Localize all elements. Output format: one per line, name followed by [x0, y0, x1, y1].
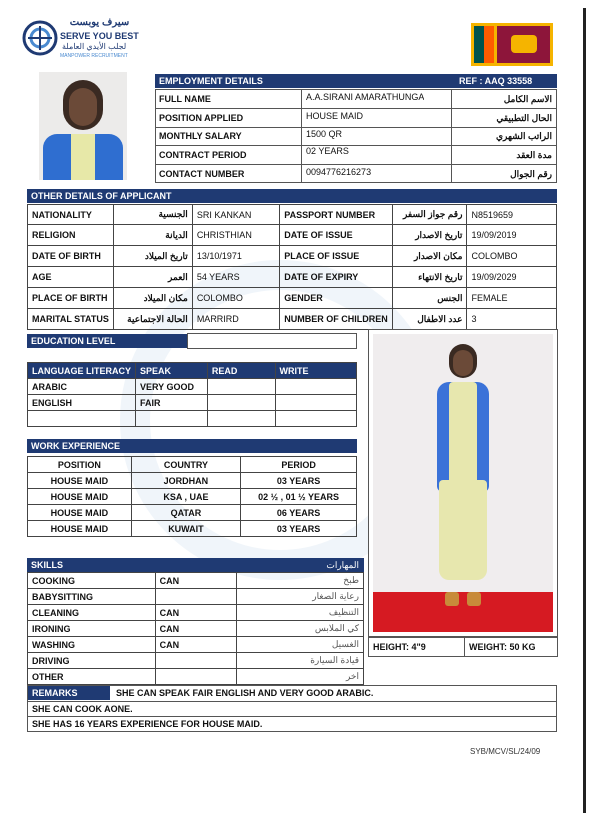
work-country: KSA , UAE [131, 489, 241, 505]
work-country: KUWAIT [131, 521, 241, 537]
table-row [28, 653, 364, 669]
employment-title: EMPLOYMENT DETAILS [155, 74, 455, 88]
ar-religion: الديانة [113, 225, 192, 246]
weight-value: WEIGHT: 50 KG [469, 642, 536, 652]
skill-name: CLEANING [28, 605, 156, 621]
logo-name: SERVE YOU BEST [60, 31, 139, 41]
ar-children: عدد الاطفال [392, 309, 467, 330]
skill-name: BABYSITTING [28, 589, 156, 605]
label-expiry: DATE OF EXPIRY [280, 267, 393, 288]
table-row [28, 395, 357, 411]
label-issue-date: DATE OF ISSUE [280, 225, 393, 246]
remarks-box [27, 685, 557, 732]
lang-english: ENGLISH [28, 395, 136, 411]
value-gender: FEMALE [467, 288, 557, 309]
label-salary: MONTHLY SALARY [159, 131, 242, 141]
label-dob: DATE OF BIRTH [28, 246, 114, 267]
profile-photo [39, 72, 127, 180]
ar-salary: الراتب الشهري [496, 131, 552, 141]
table-row [28, 621, 364, 637]
ar-birth-place: مكان الميلاد [113, 288, 192, 309]
employment-table [155, 89, 557, 183]
work-period: 06 YEARS [241, 505, 357, 521]
skill-value [155, 669, 237, 685]
ar-dob: تاريخ الميلاد [113, 246, 192, 267]
lang-arabic-speak: VERY GOOD [136, 379, 208, 395]
label-birth-place: PLACE OF BIRTH [28, 288, 114, 309]
table-row [28, 267, 557, 288]
lang-english-write [275, 395, 357, 411]
work-period: 03 YEARS [241, 473, 357, 489]
table-row [28, 605, 364, 621]
table-row [28, 411, 357, 427]
skills-ar-title: المهارات [326, 560, 359, 570]
value-salary: 1500 QR [306, 129, 343, 139]
skill-ar: كي الملابس [237, 621, 364, 637]
value-birth-place: COLOMBO [192, 288, 279, 309]
value-nationality: SRI KANKAN [192, 205, 279, 225]
work-header-country: COUNTRY [131, 457, 241, 473]
table-row [28, 489, 357, 505]
work-header-period: PERIOD [241, 457, 357, 473]
skill-ar: اخر [237, 669, 364, 685]
skills-title: SKILLS [31, 560, 64, 570]
language-header-row [28, 363, 357, 379]
skill-ar: رعاية الصغار [237, 589, 364, 605]
table-row [28, 473, 357, 489]
table-row [28, 205, 557, 225]
label-religion: RELIGION [28, 225, 114, 246]
value-issue-place: COLOMBO [467, 246, 557, 267]
skill-name: DRIVING [28, 653, 156, 669]
value-marital: MARRIRD [192, 309, 279, 330]
value-expiry: 19/09/2029 [467, 267, 557, 288]
logo-arabic: سيرف يوبست [69, 17, 130, 28]
skill-name: OTHER [28, 669, 156, 685]
lang-english-speak: FAIR [136, 395, 208, 411]
work-period: 03 YEARS [241, 521, 357, 537]
logo-arabic-sub: لجلب الأيدي العاملة [62, 42, 127, 51]
page-edge [583, 8, 586, 813]
lang-arabic-write [275, 379, 357, 395]
full-body-photo [368, 329, 558, 637]
ar-nationality: الجنسية [113, 205, 192, 225]
footer-code: SYB/MCV/SL/24/09 [470, 747, 541, 756]
ar-gender: الجنس [392, 288, 467, 309]
remark-line: SHE CAN COOK AONE. [32, 704, 133, 714]
label-nationality: NATIONALITY [28, 205, 114, 225]
label-position: POSITION APPLIED [159, 113, 244, 123]
label-full-name: FULL NAME [159, 94, 211, 104]
work-position: HOUSE MAID [28, 505, 132, 521]
other-details-table [27, 204, 557, 330]
ar-full-name: الاسم الكامل [503, 94, 552, 104]
education-value [187, 333, 357, 349]
remark-line: SHE CAN SPEAK FAIR ENGLISH AND VERY GOOD ARABIC. [116, 688, 374, 698]
table-row [28, 573, 364, 589]
ar-expiry: تاريخ الانتهاء [392, 267, 467, 288]
ar-position: الحال التطبيقي [496, 113, 552, 123]
work-title: WORK EXPERIENCE [27, 439, 357, 453]
label-gender: GENDER [280, 288, 393, 309]
value-children: 3 [467, 309, 557, 330]
lang-header-literacy: LANGUAGE LITERACY [28, 363, 136, 379]
value-contract: 02 YEARS [306, 146, 349, 156]
lang-english-read [207, 395, 275, 411]
skill-value: CAN [155, 573, 237, 589]
lang-empty-write [275, 411, 357, 427]
work-period: 02 ½ , 01 ½ YEARS [241, 489, 357, 505]
remark-line: SHE HAS 16 YEARS EXPERIENCE FOR HOUSE MAID. [32, 719, 263, 729]
table-row [28, 505, 357, 521]
skill-name: COOKING [28, 573, 156, 589]
remarks-title: REMARKS [28, 686, 110, 700]
language-table [27, 362, 357, 427]
skill-value: CAN [155, 637, 237, 653]
skill-value [155, 589, 237, 605]
skills-table [27, 572, 364, 685]
work-position: HOUSE MAID [28, 521, 132, 537]
lang-empty-read [207, 411, 275, 427]
skill-value: CAN [155, 621, 237, 637]
table-row [28, 309, 557, 330]
table-row [28, 379, 357, 395]
label-issue-place: PLACE OF ISSUE [280, 246, 393, 267]
value-religion: CHRISTHIAN [192, 225, 279, 246]
lang-arabic-read [207, 379, 275, 395]
table-row [28, 521, 357, 537]
value-contact: 0094776216273 [306, 167, 372, 177]
company-logo-icon [22, 20, 58, 56]
ar-passport: رقم جواز السفر [392, 205, 467, 225]
label-children: NUMBER OF CHILDREN [280, 309, 393, 330]
value-age: 54 YEARS [192, 267, 279, 288]
table-row [28, 225, 557, 246]
table-row [28, 288, 557, 309]
table-row [28, 589, 364, 605]
other-details-title: OTHER DETAILS OF APPLICANT [27, 189, 557, 203]
lang-header-speak: SPEAK [136, 363, 208, 379]
label-passport: PASSPORT NUMBER [280, 205, 393, 225]
work-country: JORDHAN [131, 473, 241, 489]
label-age: AGE [28, 267, 114, 288]
logo-sub: MANPOWER RECRUITMENT [60, 53, 128, 59]
work-table [27, 456, 357, 537]
table-row [28, 246, 557, 267]
value-issue-date: 19/09/2019 [467, 225, 557, 246]
label-marital: MARITAL STATUS [28, 309, 114, 330]
value-dob: 13/10/1971 [192, 246, 279, 267]
ar-contract: مدة العقد [516, 150, 552, 160]
lang-empty [28, 411, 136, 427]
height-value: HEIGHT: 4"9 [373, 642, 426, 652]
ref-number: REF : AAQ 33558 [455, 74, 557, 88]
ar-age: العمر [113, 267, 192, 288]
skill-ar: قيادة السيارة [237, 653, 364, 669]
sri-lanka-flag [471, 23, 553, 66]
value-passport: N8519659 [467, 205, 557, 225]
skill-value: CAN [155, 605, 237, 621]
ar-marital: الحالة الاجتماعية [113, 309, 192, 330]
skills-header [27, 558, 364, 572]
skill-value [155, 653, 237, 669]
lang-empty-speak [136, 411, 208, 427]
label-contract: CONTRACT PERIOD [159, 150, 247, 160]
ar-issue-place: مكان الاصدار [392, 246, 467, 267]
skill-ar: التنظيف [237, 605, 364, 621]
education-title: EDUCATION LEVEL [27, 334, 187, 348]
label-contact: CONTACT NUMBER [159, 169, 245, 179]
skill-name: IRONING [28, 621, 156, 637]
lang-header-read: READ [207, 363, 275, 379]
work-country: QATAR [131, 505, 241, 521]
skill-ar: الغسيل [237, 637, 364, 653]
table-row [28, 669, 364, 685]
work-position: HOUSE MAID [28, 489, 132, 505]
skill-ar: طبخ [237, 573, 364, 589]
work-header-position: POSITION [28, 457, 132, 473]
ar-issue-date: تاريخ الاصدار [392, 225, 467, 246]
ar-contact: رقم الجوال [510, 169, 552, 179]
value-full-name: A.A.SIRANI AMARATHUNGA [306, 92, 425, 102]
table-row [28, 637, 364, 653]
work-position: HOUSE MAID [28, 473, 132, 489]
lang-header-write: WRITE [275, 363, 357, 379]
lang-arabic: ARABIC [28, 379, 136, 395]
value-position: HOUSE MAID [306, 111, 364, 121]
skill-name: WASHING [28, 637, 156, 653]
measurements [368, 637, 558, 657]
work-header-row [28, 457, 357, 473]
